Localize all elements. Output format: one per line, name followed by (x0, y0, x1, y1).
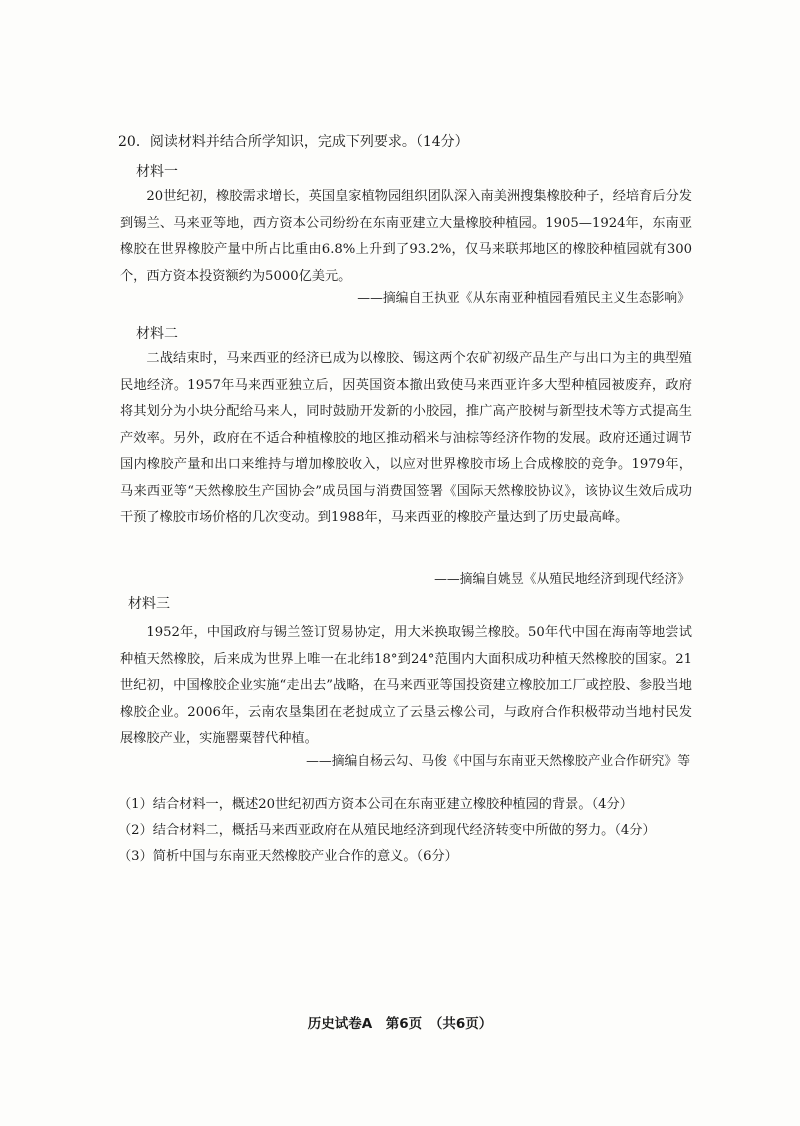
task-item-3: （3）简析中国与东南亚天然橡胶产业合作的意义。（6分） (118, 849, 458, 864)
material-1-source: ——摘编自王执亚《从东南亚种植园看殖民主义生态影响》 (357, 291, 690, 306)
material-2-title: 材料二 (136, 326, 178, 342)
task-item-2: （2）结合材料二，概括马来西亚政府在从殖民地经济到现代经济转变中所做的努力。（4分） (118, 823, 656, 838)
question-header: 20．阅读材料并结合所学知识，完成下列要求。（14分） (118, 134, 469, 150)
material-3-title: 材料三 (128, 596, 170, 612)
material-1-title: 材料一 (136, 164, 178, 180)
page-footer: 历史试卷A 第6页 （共6页） (307, 1016, 493, 1032)
material-3-source: ——摘编自杨云勾、马俊《中国与东南亚天然橡胶产业合作研究》等 (306, 754, 690, 769)
material-1-text: 20世纪初，橡胶需求增长，英国皇家植物园组织团队深入南美洲搜集橡胶种子，经培育后分发到锡兰、马来亚等地，西方资本公司纷纷在东南亚建立大量橡胶种植园。1905—1924年，东南亚橡胶在世界橡胶产量中所占比重由6.8%上升到了93.2%，仅马来联邦地区的橡胶种植园就有300个，西方资本投资额约为5000亿美元。 (120, 189, 692, 284)
material-2-text: 二战结束时，马来西亚的经济已成为以橡胶、锡这两个农矿初级产品生产与出口为主的典型殖民地经济。1957年马来西亚独立后，因英国资本撤出致使马来西亚许多大型种植园被废弃，政府将其划分为小块分配给马来人，同时鼓励开发新的小胶园，推广高产胶树与新型技术等方式提高生产效率。另外，政府在不适合种植橡胶的地区推动稻米与油棕等经济作物的发展。政府还通过调节国内橡胶产量和出口来维持与增加橡胶收入，以应对世界橡胶市场上合成橡胶的竞争。1979年，马来西亚等“天然橡胶生产国协会”成员国与消费国签署《国际天然橡胶协议》，该协议生效后成功干预了橡胶市场价格的几次变动。到1988年，马来西亚的橡胶产量达到了历史最高峰。 (120, 351, 692, 525)
task-list (118, 792, 718, 870)
task-item-1: （1）结合材料一，概述20世纪初西方资本公司在东南亚建立橡胶种植园的背景。（4分） (118, 797, 633, 812)
material-3-text: 1952年，中国政府与锡兰签订贸易协定，用大米换取锡兰橡胶。50年代中国在海南等地尝试种植天然橡胶，后来成为世界上唯一在北纬18°到24°范围内大面积成功种植天然橡胶的国家。21世纪初，中国橡胶企业实施“走出去”战略，在马来西亚等国投资建立橡胶加工厂或控股、参股当地橡胶企业。2006年，云南农垦集团在老挝成立了云垦云橡公司，与政府合作积极带动当地村民发展橡胶产业，实施罂粟替代种植。 (120, 625, 692, 746)
material-2-source: ——摘编自姚昱《从殖民地经济到现代经济》 (434, 572, 690, 587)
